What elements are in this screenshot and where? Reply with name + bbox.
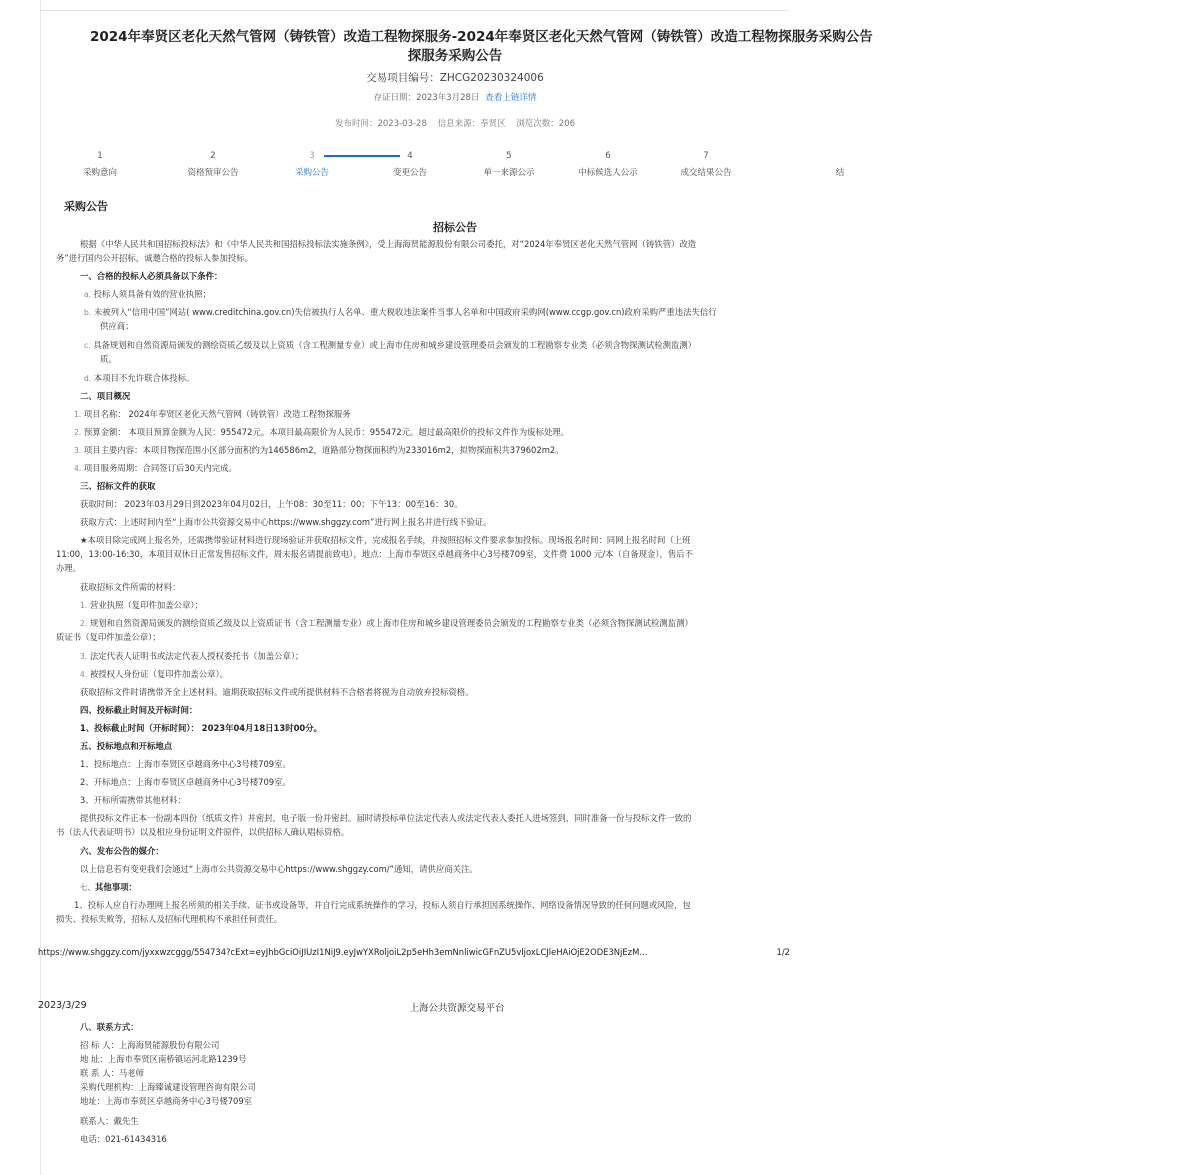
sec3-line: 获取方式：上述时间内至“上海市公共资源交易中心https://www.shggzy.com”进行网上报名并进行线下验证。 [80,517,492,527]
sec3-material-cont: 质证书（复印件加盖公章）； [56,632,161,642]
contact-phone: 电话：021-61434316 [80,1134,167,1144]
sec3-material: 1. 营业执照（复印件加盖公章）； [80,600,203,610]
contact-line: 招 标 人：上海海贤能源股份有限公司 [80,1040,220,1050]
sec2-item: 1. 项目名称： 2024年奉贤区老化天然气管网（铸铁管）改造工程物探服务 [74,409,351,419]
intro-line: 根据《中华人民共和国招标投标法》和《中华人民共和国招标投标法实施条例》，受上海海贤能源股份有限公司委托，对“2024年奉贤区老化天然气管网（铸铁管）改造 [80,239,697,249]
page-url: https://www.shggzy.com/jyxxwzcggg/554734?cExt=eyJhbGciOiJIUzI1NiJ9.eyJwYXRoljoiL2p5eHh3emNnliwicGFnZU5vljoxLCJleHAiOjE2ODE3NjEzM… [38,947,648,957]
sec5-line: 2、开标地点：上海市奉贤区卓越商务中心3号楼709室。 [80,777,291,787]
sec3-material: 2. 规划和自然资源局颁发的测绘资质乙级及以上资质证书（含工程测量专业）或上海市住房和城乡建设管理委员会颁发的工程勘察专业类（必须含物探测试检测监测） [80,618,693,628]
document-title: 招标公告 [433,221,477,234]
publish-time: 发布时间：2023-03-28 [334,119,427,129]
step-intent[interactable]: 1 采购意向 [82,151,117,178]
print-footer [38,947,790,957]
contact-line: 联 系 人：马老师 [80,1068,144,1078]
step-more[interactable]: 结 [835,168,845,178]
contact-line: 采购代理机构：上海臻诚建设管理咨询有限公司 [80,1082,256,1092]
sec7-para: 损失、投标失败等，招标人及招标代理机构不承担任何责任。 [56,914,283,924]
sec5-line: 3、开标所需携带其他材料： [80,795,186,805]
sec2-item: 4. 项目服务周期：合同签订后30天内完成。 [74,463,237,473]
contact-person: 联系人：戴先生 [80,1116,139,1126]
sec1-item-b-cont: 供应商； [100,321,134,331]
contact-line: 地址：上海市奉贤区卓越商务中心3号楼709室 [80,1096,253,1106]
sec1-item-c: c. 具备规划和自然资源局颁发的测绘资质乙级及以上资质（含工程测量专业）或上海市住房和城乡建设管理委员会颁发的工程勘察专业类（必须含物探测试检测监测） [84,340,697,350]
sec1-heading: 一、合格的投标人必须具备以下条件： [80,271,223,281]
sec5-line: 1、投标地点：上海市奉贤区卓越商务中心3号楼709室。 [80,759,291,769]
sec3-materials-title: 获取招标文件所需的材料： [80,582,181,592]
project-number: 交易项目编号：ZHCG20230324006 [366,72,544,84]
view-count: 浏览次数：206 [516,119,576,129]
sec3-heading: 三、招标文件的获取 [80,481,156,491]
step-result[interactable]: 7 成交结果公告 [680,151,732,178]
step-candidate[interactable]: 6 中标候选人公示 [578,151,638,178]
sec3-material: 4. 被授权人身份证（复印件加盖公章）。 [80,669,229,679]
print-site-title: 上海公共资源交易平台 [409,1003,505,1014]
step-change-notice[interactable]: 4 变更公告 [392,151,427,178]
sec1-item-c-cont: 质。 [100,354,117,364]
sec2-heading: 二、项目概况 [80,391,131,401]
sec3-star-line: 办理。 [56,563,82,573]
page-title-continued: 探服务采购公告 [407,48,503,64]
step-prequalification[interactable]: 2 资格预审公告 [187,151,239,178]
print-date: 2023/3/29 [38,1000,87,1011]
page-number: 1/2 [773,947,790,957]
contact-line: 地 址：上海市奉贤区南桥镇运河北路1239号 [80,1054,247,1064]
sec3-note: 获取招标文件时请携带齐全上述材料。逾期获取招标文件或所提供材料不合格者将视为自动放弃投标资格。 [80,687,474,697]
sec3-line: 获取时间： 2023年03月29日到2023年04月02日，上午08：30至11：00；下午13：00至16：30。 [80,499,463,509]
sec7-para: 1、投标人应自行办理网上报名所须的相关手续、证书或设备等，并自行完成系统操作的学习，投标人须自行承担因系统操作、网络设备情况导致的任何问题或风险，包 [74,900,691,910]
info-source: 信息来源：奉贤区 [437,119,506,129]
process-steps [40,150,860,190]
sec1-item-b: b. 未被列入“信用中国”网站( www.creditchina.gov.cn)失信被执行人名单、重大税收违法案件当事人名单和中国政府采购网(www.ccgp.gov.cn)政府采购严重违法失信行 [84,307,717,317]
sec3-star-line: ★本项目除完成网上报名外，还需携带验证材料进行现场验证并获取招标文件，完成报名手续，并按照招标文件要求参加投标。现场报名时间：同网上报名时间（上班 [80,535,691,545]
sec5-para: 书（法人代表证明书）以及相应身份证明文件原件，以供招标人确认唱标资格。 [56,827,350,837]
page-one-viewport [40,0,873,940]
view-chain-details-link[interactable]: 查看上链详情 [485,93,537,103]
sec7-heading: 七、其他事项： [80,882,137,892]
page-title: 2024年奉贤区老化天然气管网（铸铁管）改造工程物探服务-2024年奉贤区老化天然气管网（铸铁管）改造工程物探服务采购公告 [90,29,873,45]
sec6-heading: 六、发布公告的媒介： [80,846,164,856]
bid-deadline: 1、投标截止时间（开标时间）： 2023年04月18日13时00分。 [80,723,322,733]
sec8-heading: 八、联系方式： [80,1022,139,1032]
sec3-material: 3. 法定代表人证明书或法定代表人授权委托书（加盖公章）； [80,651,304,661]
sec3-star-line: 11:00，13:00-16:30，本项目双休日正常发售招标文件，周末报名请提前致电），地点：上海市奉贤区卓越商务中心3号楼709室，文件费 1000 元/本（自备现金），售后不 [56,549,694,559]
deposit-date: 存证日期：2023年3月28日 [373,93,480,103]
sec2-item: 2. 预算金额： 本项目预算金额为人民：955472元。本项目最高限价为人民币：955472元。超过最高限价的投标文件作为废标处理。 [74,427,570,437]
sec5-heading: 五、投标地点和开标地点 [80,741,173,751]
sec1-item-d: d. 本项目不允许联合体投标。 [84,373,195,383]
publish-meta [40,117,870,129]
step-single-source[interactable]: 5 单一来源公示 [483,151,535,178]
sec5-para: 提供投标文件正本一份副本四份（纸质文件）并密封，电子版一份并密封。届时请投标单位法定代表人或法定代表人委托人进场签到，同时准备一份与投标文件一致的 [80,813,692,823]
sec6-line: 以上信息若有变更我们会通过“上海市公共资源交易中心https://www.shggzy.com/”通知，请供应商关注。 [80,864,478,874]
sec4-heading: 四、投标截止时间及开标时间： [80,705,198,715]
step-procurement-notice[interactable]: 3 采购公告 [294,151,329,178]
sec2-item: 3. 项目主要内容：本项目物探范围小区部分面积约为146586m2，道路部分物探面积约为233016m2，拟物探面积共379602m2。 [74,445,564,455]
intro-line: 务”进行国内公开招标，诚邀合格的投标人参加投标。 [56,253,253,263]
section-heading: 采购公告 [64,200,108,213]
sec1-item-a: a. 投标人须具备有效的营业执照； [84,289,211,299]
deposit-info [40,91,870,103]
